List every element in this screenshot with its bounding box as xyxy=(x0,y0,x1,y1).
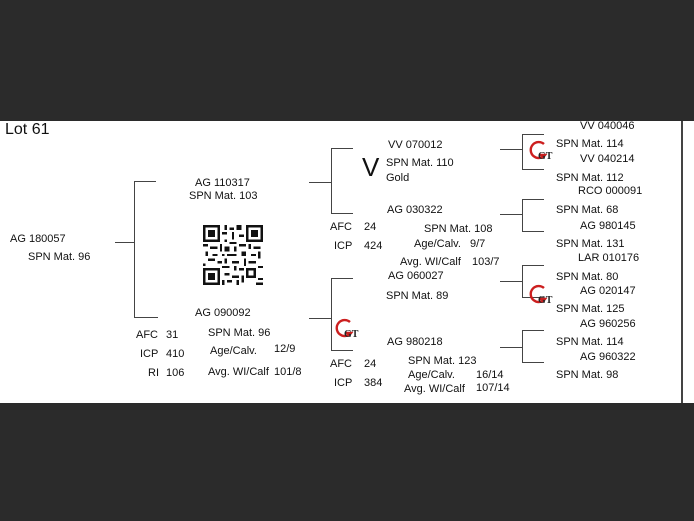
ggs1-mark: V xyxy=(362,152,380,182)
svg-text:GT: GT xyxy=(538,295,553,306)
connector-line xyxy=(522,330,523,362)
granddam-age-label: Age/Calv. xyxy=(210,345,257,357)
ggd2-age-label: Age/Calv. xyxy=(408,369,455,381)
lot-title: Lot 61 xyxy=(5,121,50,138)
ggd2-afc: 24 xyxy=(364,358,377,370)
connector-line xyxy=(134,317,158,318)
ggd2-age: 16/14 xyxy=(476,369,504,381)
granddam-ri-label: RI xyxy=(148,367,159,379)
pedigree-sheet xyxy=(0,121,694,403)
connector-line xyxy=(331,213,353,214)
connector-line xyxy=(500,281,522,282)
ancestor-id: AG 020147 xyxy=(580,285,636,297)
ggd1-afc: 24 xyxy=(364,221,377,233)
connector-line xyxy=(331,148,353,149)
granddam-afc: 31 xyxy=(166,329,179,341)
ancestor-mat: SPN Mat. 125 xyxy=(556,303,625,315)
ancestor-mat: SPN Mat. 114 xyxy=(556,336,624,348)
connector-line xyxy=(522,265,523,297)
ggd2-avg: 107/14 xyxy=(476,382,510,394)
ancestor-id: AG 980145 xyxy=(580,220,636,232)
ggs1-mat: SPN Mat. 110 xyxy=(386,157,454,169)
granddam-afc-label: AFC xyxy=(136,329,158,341)
connector-line xyxy=(500,347,522,348)
granddam-icp: 410 xyxy=(166,348,185,360)
ggd1-avg: 103/7 xyxy=(472,256,500,268)
ggs2-mat: SPN Mat. 89 xyxy=(386,290,449,302)
connector-line xyxy=(331,278,353,279)
connector-line xyxy=(522,134,544,135)
connector-line xyxy=(500,214,522,215)
connector-line xyxy=(522,134,523,169)
ggd1-mat: SPN Mat. 108 xyxy=(424,223,493,235)
ancestor-mat: SPN Mat. 112 xyxy=(556,172,624,184)
granddam-ri: 106 xyxy=(166,367,185,379)
granddam-id: AG 090092 xyxy=(195,307,251,319)
ggd1-icp: 424 xyxy=(364,240,383,252)
ggd1-afc-label: AFC xyxy=(330,221,352,233)
ggd1-avg-label: Avg. WI/Calf xyxy=(400,256,461,268)
connector-line xyxy=(331,350,353,351)
ancestor-id: RCO 000091 xyxy=(578,185,643,197)
svg-text:GT: GT xyxy=(538,151,553,162)
ancestor-id: VV 040214 xyxy=(580,153,635,165)
ggd1-icp-label: ICP xyxy=(334,240,353,252)
ancestor-mat: SPN Mat. 98 xyxy=(556,369,619,381)
connector-line xyxy=(522,169,544,170)
ggd2-icp: 384 xyxy=(364,377,383,389)
connector-line xyxy=(134,181,156,182)
ggs1-note: Gold xyxy=(386,172,410,184)
connector-line xyxy=(522,265,544,266)
connector-line xyxy=(522,199,523,231)
page-edge xyxy=(681,121,683,403)
connector-line xyxy=(522,231,544,232)
ggd1-age-label: Age/Calv. xyxy=(414,238,461,250)
gt-logo-icon xyxy=(528,284,553,306)
ancestor-id: AG 960256 xyxy=(580,318,636,330)
ggd2-icp-label: ICP xyxy=(334,377,353,389)
connector-line xyxy=(309,182,331,183)
sire-id: AG 180057 xyxy=(10,233,66,245)
granddam-avg: 101/8 xyxy=(274,366,302,378)
svg-text:GT: GT xyxy=(344,329,359,340)
connector-line xyxy=(331,278,332,350)
ggs1-id: VV 070012 xyxy=(388,139,443,151)
sire-mat: SPN Mat. 96 xyxy=(28,251,91,263)
ancestor-mat: SPN Mat. 114 xyxy=(556,138,624,150)
connector-line xyxy=(331,148,332,213)
ggd1-id: AG 030322 xyxy=(387,204,443,216)
ggd2-id: AG 980218 xyxy=(387,336,443,348)
gt-logo-icon xyxy=(334,318,359,340)
grandsire-id: AG 110317 xyxy=(195,177,250,189)
qr-code-icon xyxy=(203,225,263,285)
connector-line xyxy=(522,330,544,331)
ancestor-mat: SPN Mat. 80 xyxy=(556,271,619,283)
ancestor-mat: SPN Mat. 131 xyxy=(556,238,625,250)
grandsire-mat: SPN Mat. 103 xyxy=(189,190,258,202)
ancestor-id: AG 960322 xyxy=(580,351,636,363)
connector-line xyxy=(522,362,544,363)
gt-logo-icon xyxy=(528,140,553,162)
connector-line xyxy=(522,199,544,200)
connector-line xyxy=(134,181,135,317)
granddam-age: 12/9 xyxy=(274,343,296,355)
ancestor-id: VV 040046 xyxy=(580,120,635,132)
connector-line xyxy=(500,149,522,150)
ggs2-id: AG 060027 xyxy=(388,270,444,282)
ggd2-avg-label: Avg. WI/Calf xyxy=(404,383,465,395)
connector-line xyxy=(309,318,331,319)
ggd1-age: 9/7 xyxy=(470,238,486,250)
granddam-mat: SPN Mat. 96 xyxy=(208,327,271,339)
granddam-icp-label: ICP xyxy=(140,348,159,360)
granddam-avg-label: Avg. WI/Calf xyxy=(208,366,269,378)
connector-line xyxy=(115,242,134,243)
ggd2-afc-label: AFC xyxy=(330,358,352,370)
ancestor-mat: SPN Mat. 68 xyxy=(556,204,619,216)
ancestor-id: LAR 010176 xyxy=(578,252,640,264)
ggd2-mat: SPN Mat. 123 xyxy=(408,355,477,367)
